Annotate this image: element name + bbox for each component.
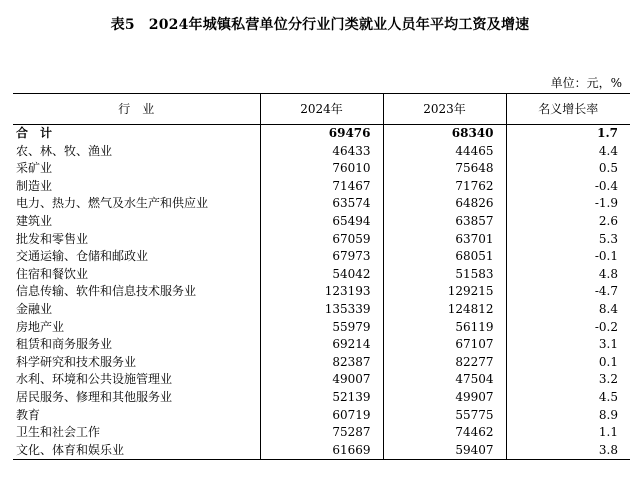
value-2024-cell: 76010 [260,160,383,178]
table-row [13,442,630,460]
table-row [13,389,630,407]
header-2024: 2024年 [260,94,383,125]
value-2024-cell: 61669 [260,442,383,460]
growth-cell: 3.8 [506,442,630,460]
value-2023-cell: 51583 [383,266,506,284]
value-2024-cell: 67059 [260,231,383,249]
table-row [13,160,630,178]
industry-cell: 批发和零售业 [16,231,89,246]
industry-cell: 卫生和社会工作 [16,425,101,440]
growth-cell: 8.4 [506,301,630,319]
value-2024-cell: 65494 [260,213,383,231]
header-row [13,94,630,125]
value-2023-cell: 124812 [383,301,506,319]
table-title [0,14,640,34]
industry-cell: 合 计 [16,126,53,140]
value-2023-cell: 56119 [383,319,506,337]
value-2024-cell: 135339 [260,301,383,319]
growth-cell: -0.4 [506,178,630,196]
table-row [13,266,630,284]
table-row [13,301,630,319]
table-row [13,319,630,337]
table-row [13,371,630,389]
value-2024-cell: 60719 [260,407,383,425]
table-row [13,178,630,196]
table-header [13,94,630,125]
value-2024-cell: 69476 [260,125,383,143]
table-row [13,195,630,213]
growth-cell: -0.1 [506,248,630,266]
growth-cell: 3.1 [506,336,630,354]
industry-cell: 教育 [16,407,41,422]
value-2024-cell: 63574 [260,195,383,213]
value-2024-cell: 82387 [260,354,383,372]
wage-table [13,93,630,460]
value-2024-cell: 46433 [260,143,383,161]
value-2023-cell: 49907 [383,389,506,407]
industry-cell: 制造业 [16,178,53,193]
growth-cell: -4.7 [506,283,630,301]
growth-cell: 1.1 [506,424,630,442]
value-2023-cell: 67107 [383,336,506,354]
value-2023-cell: 64826 [383,195,506,213]
table-row [13,283,630,301]
value-2023-cell: 71762 [383,178,506,196]
table-row [13,248,630,266]
value-2024-cell: 123193 [260,283,383,301]
table-row [13,231,630,249]
value-2023-cell: 129215 [383,283,506,301]
value-2023-cell: 59407 [383,442,506,460]
industry-cell: 交通运输、仓储和邮政业 [16,249,149,264]
header-2023: 2023年 [383,94,506,125]
total-row [13,125,630,143]
header-growth: 名义增长率 [506,94,630,125]
table-number: 表5 [110,17,135,33]
value-2024-cell: 52139 [260,389,383,407]
unit-label: 单位：元，% [550,76,622,90]
value-2024-cell: 55979 [260,319,383,337]
value-2024-cell: 67973 [260,248,383,266]
industry-cell: 农、林、牧、渔业 [16,143,113,158]
growth-cell: 0.5 [506,160,630,178]
growth-cell: -0.2 [506,319,630,337]
value-2023-cell: 68051 [383,248,506,266]
value-2023-cell: 74462 [383,424,506,442]
value-2023-cell: 47504 [383,371,506,389]
value-2023-cell: 63701 [383,231,506,249]
growth-cell: 1.7 [506,125,630,143]
growth-cell: 4.8 [506,266,630,284]
value-2023-cell: 68340 [383,125,506,143]
industry-cell: 租赁和商务服务业 [16,337,113,352]
industry-cell: 住宿和餐饮业 [16,266,89,281]
value-2023-cell: 63857 [383,213,506,231]
table-row [13,354,630,372]
industry-cell: 居民服务、修理和其他服务业 [16,389,173,404]
growth-cell: 0.1 [506,354,630,372]
table-row [13,424,630,442]
table-row [13,143,630,161]
value-2024-cell: 54042 [260,266,383,284]
industry-cell: 科学研究和技术服务业 [16,354,137,369]
value-2023-cell: 55775 [383,407,506,425]
table-row [13,407,630,425]
growth-cell: 4.5 [506,389,630,407]
table-row [13,213,630,231]
value-2024-cell: 69214 [260,336,383,354]
header-industry: 行 业 [118,102,155,116]
industry-cell: 电力、热力、燃气及水生产和供应业 [16,196,209,211]
growth-cell: 8.9 [506,407,630,425]
table-body [13,125,630,460]
growth-cell: 3.2 [506,371,630,389]
growth-cell: 2.6 [506,213,630,231]
value-2024-cell: 49007 [260,371,383,389]
industry-cell: 房地产业 [16,319,65,334]
value-2024-cell: 71467 [260,178,383,196]
industry-cell: 水利、环境和公共设施管理业 [16,372,173,387]
value-2023-cell: 82277 [383,354,506,372]
value-2024-cell: 75287 [260,424,383,442]
table-row [13,336,630,354]
value-2023-cell: 75648 [383,160,506,178]
growth-cell: 5.3 [506,231,630,249]
table-title-text: 2024年城镇私营单位分行业门类就业人员年平均工资及增速 [148,17,530,33]
industry-cell: 建筑业 [16,213,53,228]
industry-cell: 金融业 [16,301,53,316]
industry-cell: 采矿业 [16,161,53,176]
industry-cell: 文化、体育和娱乐业 [16,442,125,457]
value-2023-cell: 44465 [383,143,506,161]
growth-cell: 4.4 [506,143,630,161]
industry-cell: 信息传输、软件和信息技术服务业 [16,284,197,299]
growth-cell: -1.9 [506,195,630,213]
